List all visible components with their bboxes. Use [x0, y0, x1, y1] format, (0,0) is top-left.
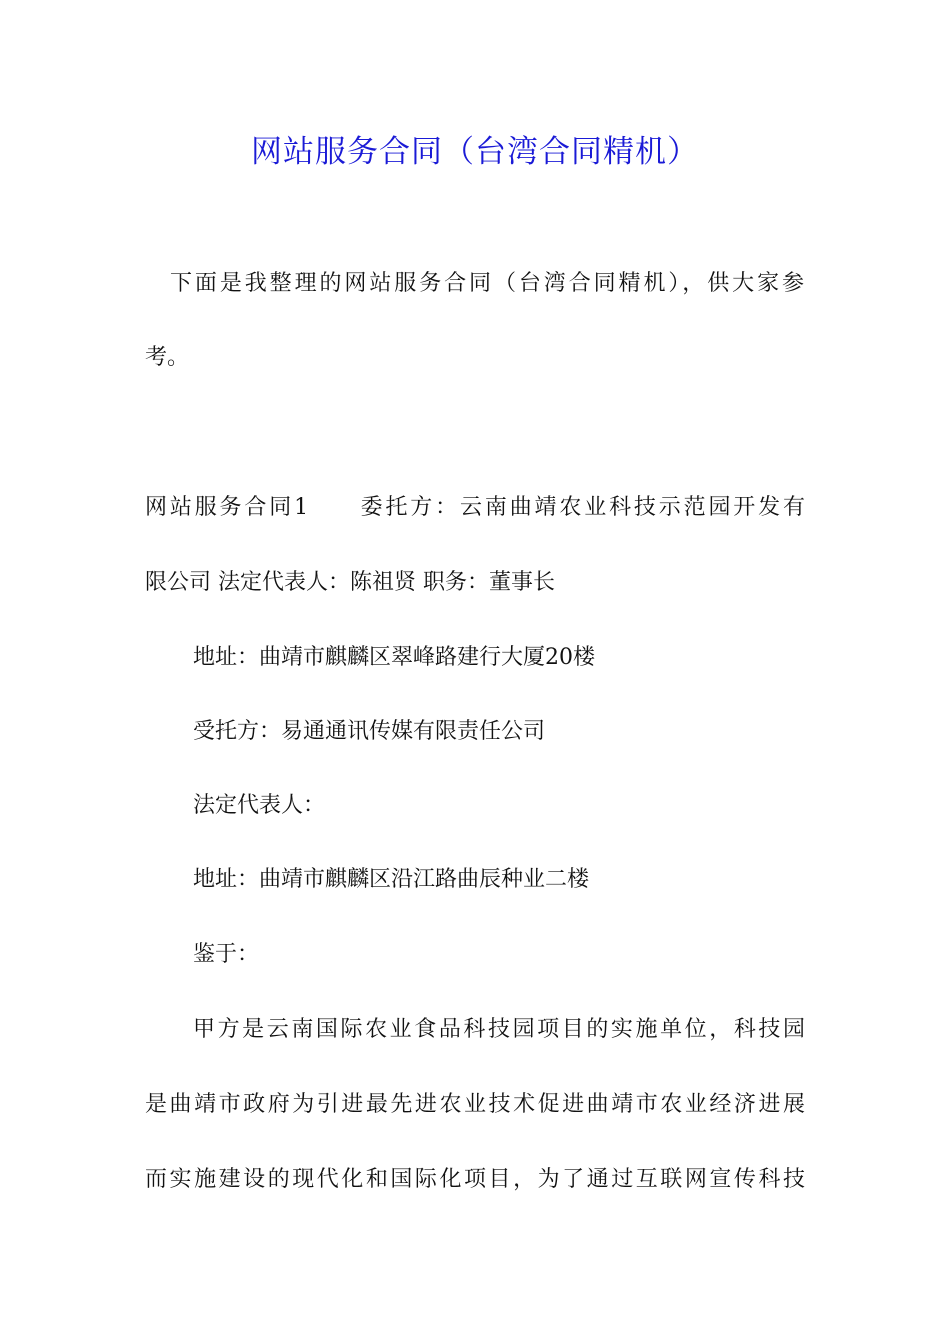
- body-paragraph-line-1: 甲方是云南国际农业食品科技园项目的实施单位，科技园: [193, 1017, 805, 1042]
- client-address-line: 地址：曲靖市麒麟区翠峰路建行大厦20楼: [193, 645, 595, 670]
- contractor-address-line: 地址：曲靖市麒麟区沿江路曲辰种业二楼: [193, 867, 590, 892]
- body-paragraph-line-2: 是曲靖市政府为引进最先进农业技术促进曲靖市农业经济进展: [145, 1092, 805, 1117]
- whereas-heading: 鉴于：: [193, 942, 260, 967]
- parties-line-2: 限公司 法定代表人：陈祖贤 职务：董事长: [145, 570, 555, 595]
- document-title: 网站服务合同（台湾合同精机）: [251, 134, 699, 170]
- paragraph-intro-line-2: 考。: [145, 345, 190, 370]
- paragraph-intro-line-1: 下面是我整理的网站服务合同（台湾合同精机），供大家参: [170, 271, 804, 296]
- contractor-line: 受托方：易通通讯传媒有限责任公司: [193, 719, 546, 744]
- body-paragraph-line-3: 而实施建设的现代化和国际化项目，为了通过互联网宣传科技: [145, 1167, 805, 1192]
- parties-line-1: 网站服务合同1 委托方：云南曲靖农业科技示范园开发有: [145, 495, 805, 520]
- contractor-representative-line: 法定代表人：: [193, 793, 326, 818]
